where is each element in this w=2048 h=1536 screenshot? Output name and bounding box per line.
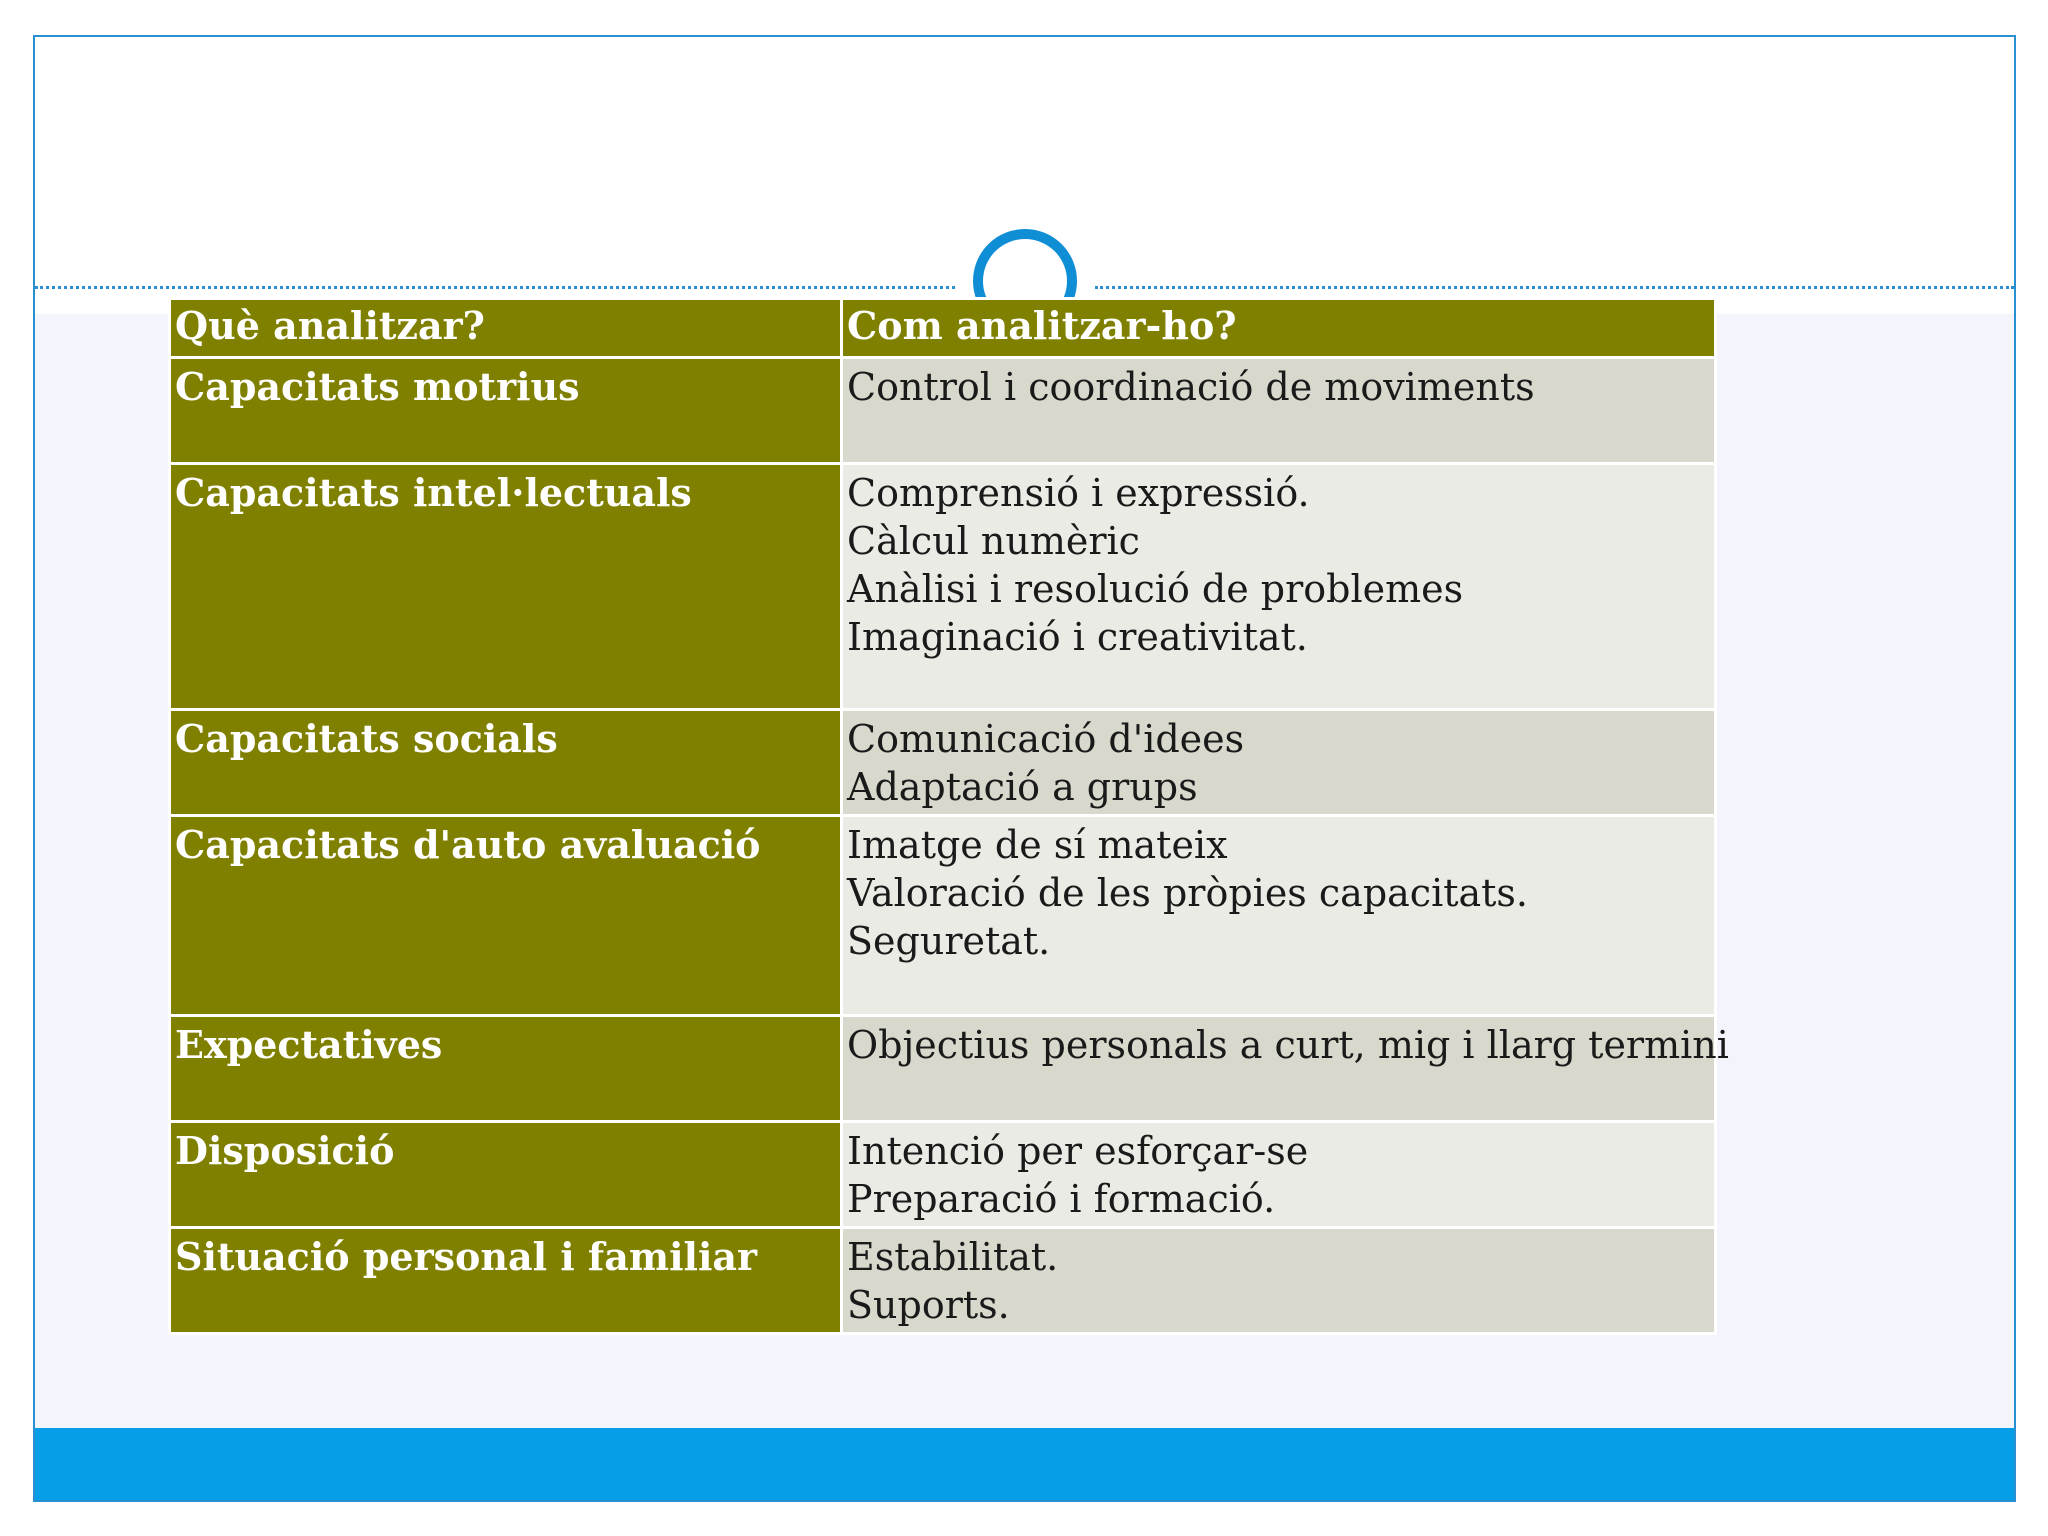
- value-line: Valoració de les pròpies capacitats.: [847, 871, 1529, 915]
- row-value: [842, 1228, 1716, 1334]
- value-line: Suports.: [847, 1283, 1010, 1327]
- value-line: Comunicació d'idees: [847, 717, 1245, 761]
- table-header-row: [170, 299, 1716, 358]
- row-label: Capacitats motrius: [170, 358, 842, 464]
- table-row: [170, 1228, 1716, 1334]
- header-how-to-analyze: Com analitzar-ho?: [842, 299, 1716, 358]
- header-what-to-analyze: Què analitzar?: [170, 299, 842, 358]
- row-value: [842, 358, 1716, 464]
- row-label: Capacitats socials: [170, 710, 842, 816]
- dotted-divider-right: [1095, 286, 2014, 289]
- row-value: [842, 816, 1716, 1016]
- analysis-table: [168, 297, 1729, 1335]
- value-line: Imatge de sí mateix: [847, 823, 1228, 867]
- row-label: Capacitats intel·lectuals: [170, 464, 842, 710]
- row-value: [842, 1122, 1716, 1228]
- value-line: Control i coordinació de moviments: [847, 365, 1535, 409]
- dotted-divider-left: [35, 286, 955, 289]
- row-value: [842, 464, 1716, 710]
- value-line: Objectius personals a curt, mig i llarg termini: [847, 1023, 1729, 1067]
- table-row: [170, 816, 1716, 1016]
- value-line: Comprensió i expressió.: [847, 471, 1310, 515]
- table-row: [170, 710, 1716, 816]
- value-line: Càlcul numèric: [847, 519, 1140, 563]
- row-label: Disposició: [170, 1122, 842, 1228]
- table-row: [170, 358, 1716, 464]
- value-line: Estabilitat.: [847, 1235, 1059, 1279]
- value-line: Imaginació i creativitat.: [847, 615, 1308, 659]
- row-value: [842, 1016, 1729, 1122]
- bottom-accent-bar: [35, 1428, 2014, 1500]
- value-line: Anàlisi i resolució de problemes: [847, 567, 1464, 611]
- value-line: Adaptació a grups: [847, 765, 1198, 809]
- value-line: Intenció per esforçar-se: [847, 1129, 1309, 1173]
- row-value: [842, 710, 1716, 816]
- row-label: Capacitats d'auto avaluació: [170, 816, 842, 1016]
- value-line: Seguretat.: [847, 919, 1051, 963]
- value-line: Preparació i formació.: [847, 1177, 1276, 1221]
- table-row: [170, 1122, 1716, 1228]
- table-row: [170, 1016, 1716, 1122]
- row-label: Expectatives: [170, 1016, 842, 1122]
- table-row: [170, 464, 1716, 710]
- row-label: Situació personal i familiar: [170, 1228, 842, 1334]
